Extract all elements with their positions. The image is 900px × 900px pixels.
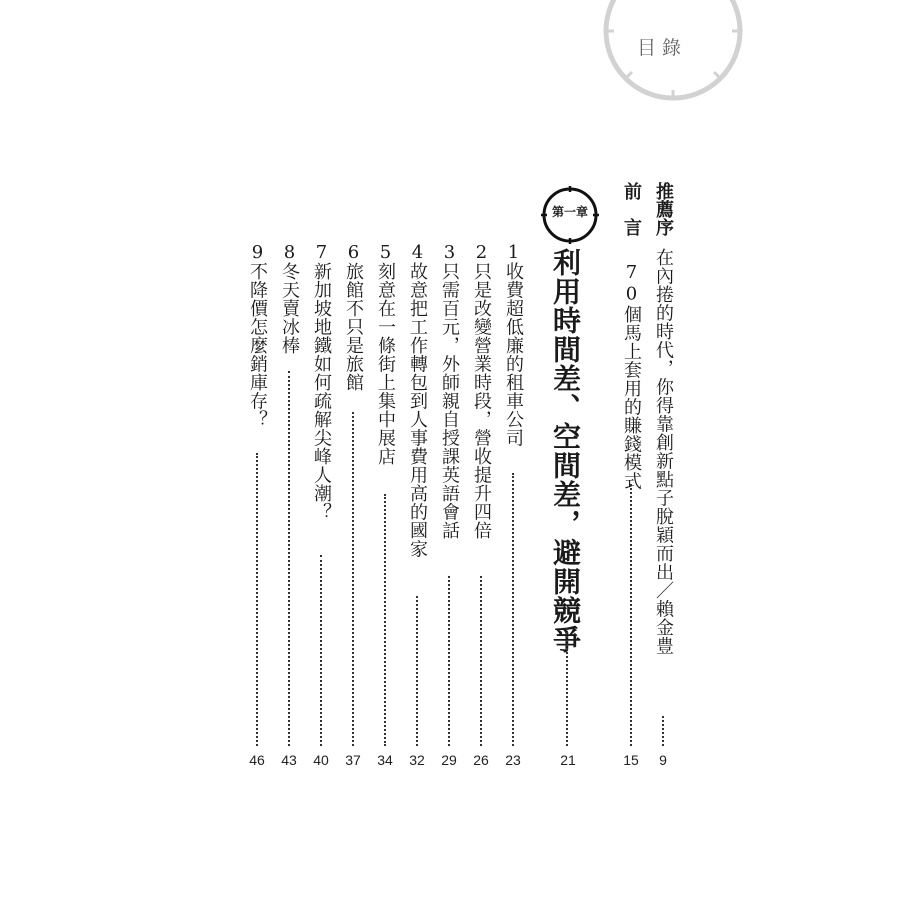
section-number: 1 <box>503 242 524 264</box>
leader-dots <box>566 628 568 746</box>
section-title[interactable]: 旅館不只是旅館 <box>343 262 364 392</box>
page-number: 9 <box>659 752 667 768</box>
page-number: 46 <box>249 752 265 768</box>
leader-dots <box>288 371 290 747</box>
page-number: 40 <box>313 752 329 768</box>
page-title: 目錄 <box>637 37 688 59</box>
leader-dots <box>352 412 354 747</box>
page-number: 26 <box>473 752 489 768</box>
front-matter-label: 前言 <box>621 182 642 254</box>
front-matter-label: 推薦序 <box>653 182 674 236</box>
section-title[interactable]: 冬天賣冰棒 <box>279 262 300 355</box>
page-number: 34 <box>377 752 393 768</box>
leader-dots <box>320 555 322 746</box>
page-number: 15 <box>623 752 639 768</box>
section-number: 2 <box>471 242 492 264</box>
section-number: 7 <box>311 242 332 264</box>
front-matter-text: 在內捲的時代，你得靠創新點子脫穎而出／賴金豊 <box>653 248 674 655</box>
section-number: 8 <box>279 242 300 264</box>
section-number: 4 <box>407 242 428 264</box>
leader-dots <box>448 576 450 747</box>
page-number: 23 <box>505 752 521 768</box>
leader-dots <box>662 716 664 746</box>
section-number: 3 <box>439 242 460 264</box>
section-title[interactable]: 故意把工作轉包到人事費用高的國家 <box>407 262 428 558</box>
leader-dots <box>256 453 258 747</box>
section-title[interactable]: 新加坡地鐵如何疏解尖峰人潮？ <box>311 262 332 521</box>
section-title[interactable]: 收費超低廉的租車公司 <box>503 262 524 447</box>
section-title[interactable]: 不降價怎麼銷庫存？ <box>247 262 268 429</box>
page-number: 29 <box>441 752 457 768</box>
page-number: 37 <box>345 752 361 768</box>
page-number: 43 <box>281 752 297 768</box>
front-matter-text: 70個馬上套用的賺錢模式 <box>621 262 642 490</box>
chapter-label: 第一章 <box>551 205 588 219</box>
leader-dots <box>512 473 514 746</box>
section-number: 6 <box>343 242 364 264</box>
leader-dots <box>480 576 482 747</box>
leader-dots <box>416 596 418 746</box>
page-number: 32 <box>409 752 425 768</box>
page-number: 21 <box>560 752 576 768</box>
chapter-title: 利用時間差、空間差，避開競爭 <box>549 248 582 654</box>
section-number: 5 <box>375 242 396 264</box>
section-title[interactable]: 只需百元，外師親自授課英語會話 <box>439 262 460 540</box>
section-title[interactable]: 刻意在一條街上集中展店 <box>375 262 396 466</box>
leader-dots <box>630 484 632 746</box>
section-number: 9 <box>247 242 268 264</box>
leader-dots <box>384 494 386 747</box>
section-title[interactable]: 只是改變營業時段，營收提升四倍 <box>471 262 492 540</box>
